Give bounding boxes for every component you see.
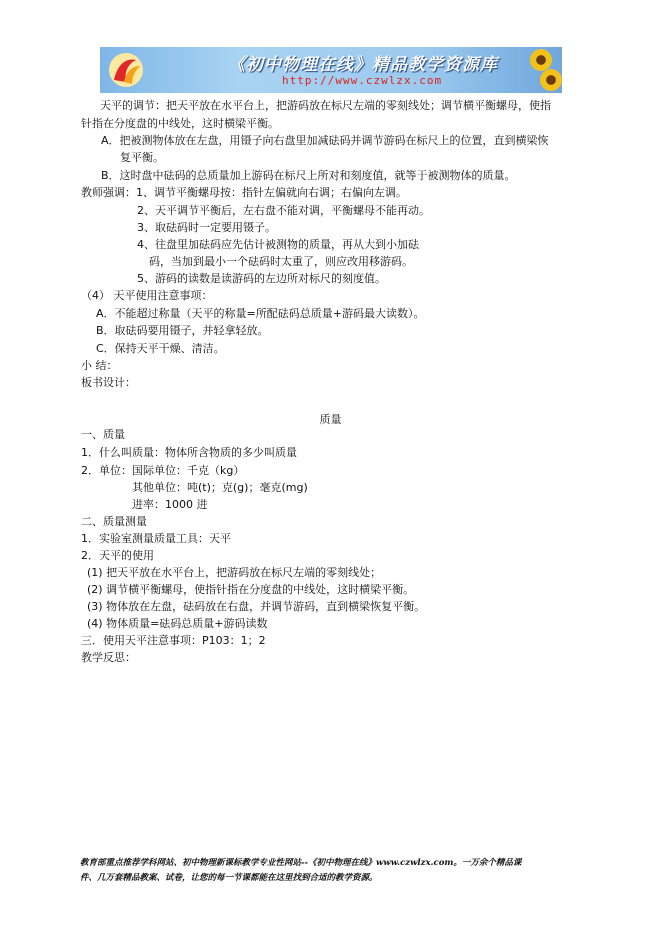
outline-line: 其他单位：吨(t)；克(g)；毫克(mg) xyxy=(132,481,308,494)
outline-line: 一、质量 xyxy=(81,428,125,441)
outline-line: 1．实验室测量质量工具：天平 xyxy=(81,532,231,545)
paragraph-line: （4） 天平使用注意事项： xyxy=(81,289,213,302)
paragraph-line: B．这时盘中砝码的总质量加上游码在标尺上所对和刻度值，就等于被测物体的质量。 xyxy=(101,169,516,182)
paragraph-line: 天平的调节：把天平放在水平台上，把游码放在标尺左端的零刻线处；调节横平衡螺母，使指 xyxy=(100,99,551,112)
paragraph-line: B．取砝码要用镊子，并轻拿轻放。 xyxy=(96,324,269,337)
outline-line: (1) 把天平放在水平台上，把游码放在标尺左端的零刻线处； xyxy=(87,566,382,579)
paragraph-line: A．不能超过称量（天平的称量=所配砝码总质量+游码最大读数）。 xyxy=(96,307,425,320)
outline-line: 三．使用天平注意事项：P103：1；2 xyxy=(81,634,266,647)
paragraph-line: 教师强调：1、调节平衡螺母按：指针左偏就向右调；右偏向左调。 xyxy=(81,186,407,199)
paragraph-line: A．把被测物体放在左盘，用镊子向右盘里加减砝码并调节游码在标尺上的位置，直到横梁恢 xyxy=(101,134,549,147)
sunflower-icon xyxy=(530,49,552,71)
logo-icon xyxy=(108,52,144,88)
paragraph-line: 复平衡。 xyxy=(120,151,164,164)
footer-line: 教育部重点推荐学科网站、初中物理新课标教学专业性网站--《初中物理在线》www.czwlzx.com。一万余个精品课 xyxy=(80,858,522,868)
paragraph-line: 板书设计： xyxy=(81,376,136,389)
sunflower-icon xyxy=(540,69,562,91)
footer-line: 件、几万套精品教案、试卷，让您的每一节课都能在这里找到合适的教学资源。 xyxy=(80,873,378,883)
banner-url[interactable]: http://www.czwlzx.com xyxy=(282,74,443,87)
header-banner xyxy=(100,47,562,93)
section-title: 质量 xyxy=(319,413,342,426)
page-footer xyxy=(80,856,521,886)
paragraph-line: 2、天平调节平衡后，左右盘不能对调，平衡螺母不能再动。 xyxy=(137,204,430,217)
outline-line: 1．什么叫质量：物体所含物质的多少叫质量 xyxy=(81,446,297,459)
outline-line: (2) 调节横平衡螺母，使指针指在分度盘的中线处，这时横梁平衡。 xyxy=(87,583,415,596)
outline-line: (3) 物体放在左盘，砝码放在右盘，并调节游码，直到横梁恢复平衡。 xyxy=(87,600,426,613)
paragraph-line: 小 结： xyxy=(81,359,118,372)
paragraph-line: 针指在分度盘的中线处，这时横梁平衡。 xyxy=(81,117,279,130)
banner-title: 《初中物理在线》精品教学资源库 xyxy=(228,55,498,75)
outline-line: (4) 物体质量=砝码总质量+游码读数 xyxy=(87,617,268,630)
outline-line: 教学反思： xyxy=(81,651,136,664)
paragraph-line: 4、往盘里加砝码应先估计被测物的质量，再从大到小加砝 xyxy=(137,238,419,251)
paragraph-line: 5、游码的读数是读游码的左边所对标尺的刻度值。 xyxy=(137,272,386,285)
paragraph-line: C．保持天平干燥、清洁。 xyxy=(96,342,225,355)
paragraph-line: 3、取砝码时一定要用镊子。 xyxy=(137,221,276,234)
outline-line: 二、质量测量 xyxy=(81,515,147,528)
outline-line: 2．单位：国际单位：千克（kg） xyxy=(81,464,245,477)
outline-line: 2．天平的使用 xyxy=(81,549,154,562)
paragraph-line: 码，当加到最小一个砝码时太重了，则应改用移游码。 xyxy=(149,255,413,268)
outline-line: 进率：1000 进 xyxy=(132,498,208,511)
